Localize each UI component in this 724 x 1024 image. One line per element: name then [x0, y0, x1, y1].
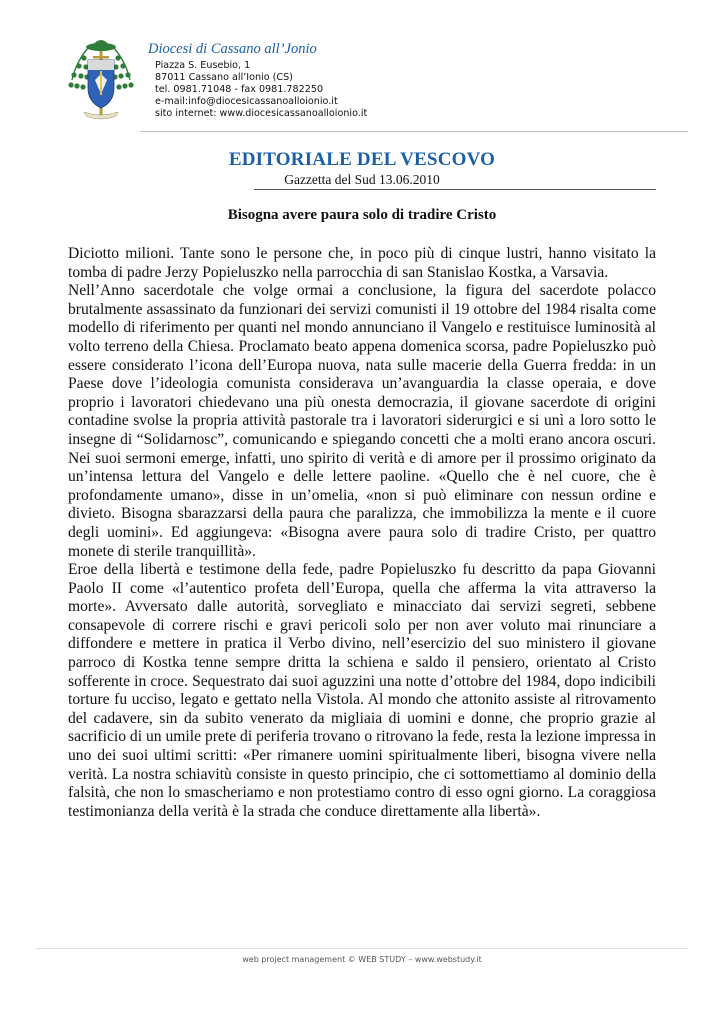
- article-headline: Bisogna avere paura solo di tradire Cristo: [227, 207, 497, 223]
- header-divider: [140, 131, 688, 132]
- paragraph: Nell’Anno sacerdotale che volge ormai a conclusione, la figura del sacerdote polacco brutalmente assassinato da funzionari dei servizi comunisti il 19 ottobre del 1984 risalta come modello di riferimento per quanti nel mondo annunciano il Vangelo e restituisce luminosità al volto terreno della Chiesa. Proclamato beato appena domenica scorsa, padre Popieluszko può essere considerato l’icona dell’Europa nuova, nata sulle macerie della Guerra fredda: in un Paese dove l’ideologia comunista considerava un’avanguardia la classe operaia, e dove proprio i lavoratori chiedevano una più onesta democrazia, il giovane sacerdote di origini contadine svolse la propria attività pastorale tra i lavoratori siderurgici e si unì a loro sotto le insegne di “Solidarnosc”, comunicando e spiegando concetti che a molti erano ancora oscuri. Nei suoi sermoni emerge, infatti, uno spirito di verità e di amore per il prossimo originato da un’intensa lettura del Vangelo e delle lettere paoline. «Quello che è nel cuore, che è profondamente umano», disse in un’omelia, «non si può eliminare con nessun ordine e divieto. Bisogna sbarazzarsi della paura che paralizza, che immobilizza la mente e il cuore degli uomini». Ed aggiungeva: «Bisogna avere paura solo di tradire Cristo, per quattro monete di sterile tranquillità».: [68, 282, 656, 560]
- title-divider: [254, 189, 656, 190]
- phone-line: tel. 0981.71048 - fax 0981.782250: [155, 84, 324, 95]
- episcopal-coat-of-arms-icon: [64, 36, 138, 128]
- source-line: Gazzetta del Sud 13.06.2010: [284, 172, 440, 187]
- website-line: sito internet: www.diocesicassanoalloionio.it: [155, 108, 368, 119]
- address-line: Piazza S. Eusebio, 1: [155, 60, 251, 71]
- contact-block: [155, 60, 367, 120]
- footer-credit: web project management © WEB STUDY – www.webstudy.it: [242, 955, 482, 964]
- footer-divider: [36, 948, 688, 949]
- paragraph: Diciotto milioni. Tante sono le persone che, in poco più di cinque lustri, hanno visitato la tomba di padre Jerzy Popieluszko nella parrocchia di san Stanislao Kostka, a Varsavia.: [68, 245, 656, 281]
- paragraph: Eroe della libertà e testimone della fede, padre Popieluszko fu descritto da papa Giovanni Paolo II come «l’autentico profeta dell’Europa, quella che afferma la vita attraverso la morte». Avversato dalle autorità, sorvegliato e minacciato dai servizi segreti, sebbene consapevole di correre rischi e gravi pericoli solo per non aver voluto mai rinunciare a diffondere e mettere in pratica il Verbo divino, nell’esercizio del suo ministero il giovane parroco di Kostka tenne sempre dritta la schiena e saldo il pensiero, orientato al Cristo sofferente in croce. Sequestrato dai suoi aguzzini una notte d’ottobre del 1984, dopo indicibili torture fu ucciso, legato e gettato nella Vistola. Al mondo che attonito assiste al ritrovamento del cadavere, sin da subito venerato da migliaia di uomini e donne, che proprio grazie al sacrificio di un umile prete di periferia trovano o ritrovano la fede, resta la lezione impressa in uno dei suoi ultimi scritti: «Per rimanere uomini spiritualmente liberi, bisogna vivere nella verità. La nostra schiavitù consiste in questo principio, che ci sottomettiamo al dominio della falsità, che non lo smascheriamo e non protestiamo contro di esso ogni giorno. La coraggiosa testimonianza della verità è la strada che conduce direttamente alla libertà».: [68, 561, 656, 820]
- email-line: e-mail:info@diocesicassanoalloionio.it: [155, 96, 338, 107]
- article-body: [68, 245, 656, 821]
- city-line: 87011 Cassano all’Ionio (CS): [155, 72, 293, 83]
- section-title: EDITORIALE DEL VESCOVO: [228, 149, 496, 170]
- diocese-name: Diocesi di Cassano all’Jonio: [148, 41, 317, 57]
